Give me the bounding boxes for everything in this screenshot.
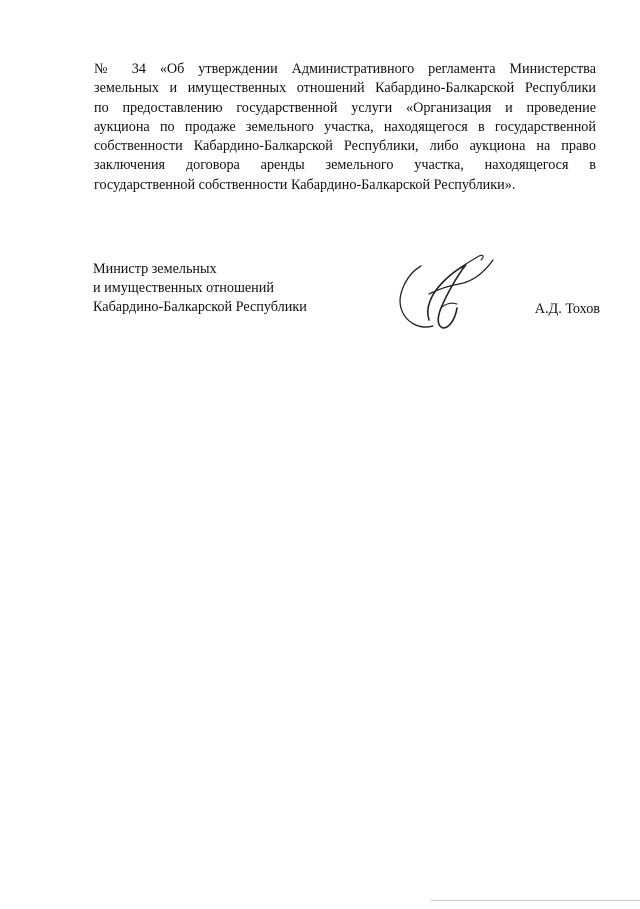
signatory-position-title — [93, 260, 343, 317]
paragraph-line: государственной собственности Кабардино-Балкарской Республики». — [94, 176, 516, 193]
signatory-name: А.Д. Тохов — [534, 301, 600, 317]
document-body-paragraph — [94, 60, 596, 195]
paragraph-line: заключения договора аренды земельного участка, находящегося в — [94, 157, 596, 174]
position-title-line: Кабардино-Балкарской Республики — [93, 299, 307, 315]
page-bottom-rule — [430, 900, 640, 901]
handwritten-signature — [385, 246, 505, 342]
position-title-line: Министр земельных — [93, 261, 217, 277]
position-title-line: и имущественных отношений — [93, 280, 274, 296]
paragraph-line: аукциона по продаже земельного участка, находящегося в государственной — [94, 118, 596, 135]
paragraph-line: № 34 «Об утверждении Административного регламента Министерства — [94, 61, 596, 77]
paragraph-line: земельных и имущественных отношений Кабардино-Балкарской Республики — [94, 80, 596, 97]
paragraph-line: собственности Кабардино-Балкарской Республики, либо аукциона на право — [94, 138, 596, 155]
paragraph-line: по предоставлению государственной услуги «Организация и проведение — [94, 99, 596, 116]
